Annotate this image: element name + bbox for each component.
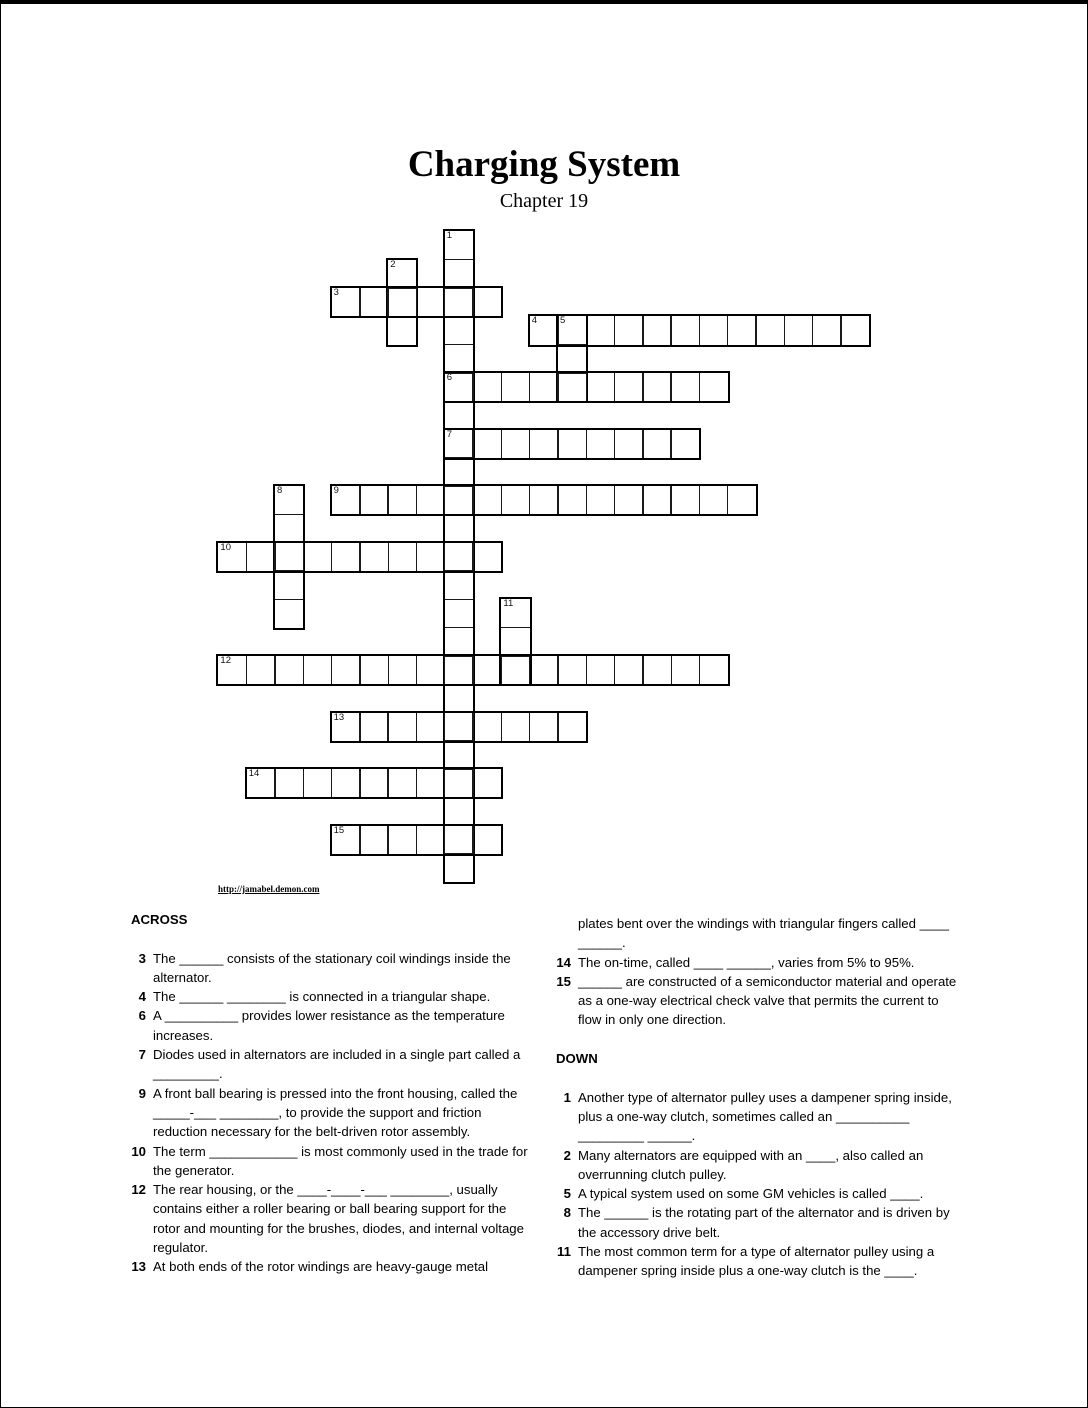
clue-number: 11 (557, 1244, 571, 1260)
cell-divider (670, 316, 671, 344)
cell-divider (387, 826, 388, 854)
clue-2 (550, 1146, 962, 1185)
cell-divider (529, 373, 530, 401)
cell-divider (557, 713, 558, 741)
clue-number: 14 (556, 954, 571, 970)
cell-divider (558, 344, 586, 345)
cell-divider (416, 486, 417, 514)
clue-11 (550, 1242, 962, 1281)
clue-8 (550, 1203, 962, 1242)
cell-divider (275, 514, 303, 515)
cell-divider (557, 430, 558, 458)
cell-divider (303, 543, 304, 571)
clues-column-left (125, 910, 537, 1277)
clue-6 (125, 1006, 537, 1045)
cell-divider (671, 656, 672, 684)
clue-9 (125, 1084, 537, 1142)
cell-divider (274, 543, 275, 571)
clue-text: Diodes used in alternators are included in a single part called a _________. (153, 1047, 521, 1082)
word-12-across (216, 654, 729, 686)
cell-number: 2 (390, 258, 396, 270)
cell-divider (784, 316, 785, 344)
cell-divider (614, 373, 615, 401)
cell-divider (445, 627, 473, 628)
word-3-across (330, 286, 504, 318)
cell-divider (331, 543, 332, 571)
cell-divider (274, 656, 275, 684)
cell-divider (472, 288, 473, 316)
cell-divider (614, 656, 615, 684)
across-heading: ACROSS (131, 912, 188, 927)
footer-url[interactable]: http://jamabel.demon.com (218, 884, 320, 894)
clue-number: 15 (556, 973, 571, 989)
cell-divider (501, 656, 502, 684)
cell-divider (670, 486, 671, 514)
cell-divider (359, 769, 360, 797)
cell-divider (359, 543, 360, 571)
cell-divider (557, 373, 558, 401)
cell-divider (501, 373, 502, 401)
cell-divider (501, 486, 502, 514)
cell-divider (472, 713, 473, 741)
cell-divider (387, 288, 388, 316)
cell-divider (642, 486, 643, 514)
cell-divider (614, 486, 615, 514)
clue-text: The term ____________ is most commonly used in the trade for the generator. (153, 1143, 528, 1178)
cell-divider (444, 543, 445, 571)
word-14-across (245, 767, 504, 799)
page-subtitle: Chapter 19 (499, 190, 589, 212)
word-13-across (330, 711, 589, 743)
cell-divider (472, 373, 473, 401)
cell-divider (246, 543, 247, 571)
clue-text: The ______ consists of the stationary coil windings inside the alternator. (153, 950, 511, 985)
cell-divider (359, 486, 360, 514)
spacer (550, 1068, 962, 1087)
cell-divider (755, 316, 756, 344)
clue-7 (125, 1045, 537, 1084)
clue-text: The most common term for a type of alternator pulley using a dampener spring inside plus a one-way clutch is the ____. (578, 1244, 935, 1279)
cell-divider (275, 599, 303, 600)
cell-divider (557, 486, 558, 514)
cell-number: 14 (248, 768, 260, 780)
word-6-across (443, 371, 730, 403)
clue-14 (550, 953, 962, 972)
cell-divider (444, 288, 445, 316)
cell-divider (586, 373, 587, 401)
cell-divider (444, 826, 445, 854)
clue-number: 12 (131, 1182, 146, 1198)
cell-divider (614, 430, 615, 458)
cell-divider (444, 486, 445, 514)
clue-13-continuation: plates bent over the windings with triangular fingers called ____ ______. (578, 916, 949, 951)
cell-divider (416, 769, 417, 797)
clue-text: The ______ ________ is connected in a triangular shape. (153, 989, 491, 1005)
cell-divider (529, 430, 530, 458)
cell-divider (359, 826, 360, 854)
clue-number: 8 (563, 1205, 571, 1221)
clue-number: 10 (131, 1143, 146, 1159)
word-9-across (330, 484, 759, 516)
cell-divider (501, 627, 529, 628)
cell-divider (416, 826, 417, 854)
cell-divider (586, 656, 587, 684)
cell-divider (699, 316, 700, 344)
clue-12 (125, 1180, 537, 1257)
cell-divider (586, 486, 587, 514)
cell-divider (727, 486, 728, 514)
cell-divider (445, 599, 473, 600)
cell-divider (388, 543, 389, 571)
cell-divider (614, 316, 615, 344)
cell-divider (387, 486, 388, 514)
cell-divider (472, 543, 473, 571)
clue-number: 4 (138, 989, 146, 1005)
spacer (125, 929, 537, 948)
clues-column-right (550, 914, 962, 1281)
cell-divider (445, 344, 473, 345)
cell-divider (331, 769, 332, 797)
cell-divider (642, 430, 643, 458)
cell-divider (445, 259, 473, 260)
cell-divider (387, 769, 388, 797)
cell-divider (670, 373, 671, 401)
cell-divider (472, 656, 473, 684)
cell-number: 10 (220, 541, 231, 553)
cell-number: 13 (333, 711, 345, 723)
clue-number: 3 (138, 950, 146, 966)
cell-divider (529, 656, 530, 684)
cell-divider (642, 316, 643, 344)
cell-number: 9 (333, 485, 339, 497)
cell-divider (699, 373, 700, 401)
cell-number: 6 (446, 371, 453, 383)
cell-divider (557, 656, 558, 684)
cell-divider (529, 713, 530, 741)
clue-text: A __________ provides lower resistance as the temperature increases. (153, 1008, 505, 1043)
clue-15 (550, 972, 962, 1030)
cell-divider (501, 713, 502, 741)
clue-10 (125, 1142, 537, 1181)
cell-divider (274, 769, 275, 797)
clue-number: 13 (131, 1259, 146, 1275)
cell-number: 12 (220, 654, 231, 666)
cell-divider (444, 713, 445, 741)
cell-divider (388, 656, 389, 684)
cell-divider (727, 316, 728, 344)
cell-divider (472, 486, 473, 514)
clue-13 (125, 1257, 537, 1276)
cell-divider (303, 769, 304, 797)
cell-divider (416, 656, 417, 684)
cell-number: 7 (446, 428, 453, 440)
cell-divider (416, 543, 417, 571)
clue-1 (550, 1088, 962, 1146)
cell-number: 5 (560, 315, 566, 327)
clue-number: 9 (138, 1085, 146, 1101)
clue-text: The ______ is the rotating part of the alternator and is driven by the accessory drive belt. (578, 1205, 950, 1240)
cell-number: 3 (333, 287, 339, 298)
cell-divider (699, 486, 700, 514)
cell-divider (416, 713, 417, 741)
cell-divider (642, 656, 643, 684)
down-clue-list (550, 1088, 962, 1281)
word-7-across (443, 428, 702, 460)
cell-divider (472, 769, 473, 797)
clue-number: 6 (138, 1008, 146, 1024)
clue-text: ______ are constructed of a semiconductor material and operate as a one-way electrical check valve that permits the current to flow in only one direction. (578, 973, 957, 1028)
clue-number: 2 (563, 1147, 571, 1163)
clue-number: 7 (138, 1047, 146, 1063)
clue-3 (125, 949, 537, 988)
clue-text: At both ends of the rotor windings are heavy-gauge metal (153, 1259, 489, 1275)
down-heading: DOWN (556, 1051, 598, 1067)
crossword-grid (219, 232, 871, 884)
clue-text: A front ball bearing is pressed into the front housing, called the _____-___ ________, to provide the support and friction reduction necessary for the belt-driven rotor assembly. (153, 1085, 518, 1140)
cell-divider (444, 656, 445, 684)
cell-divider (359, 656, 360, 684)
cell-divider (501, 430, 502, 458)
clue-text: Another type of alternator pulley uses a dampener spring inside, plus a one-way clutch, sometimes called an __________ _________ ______. (578, 1089, 952, 1144)
clue-text: A typical system used on some GM vehicles is called ____. (578, 1186, 924, 1202)
cell-divider (472, 826, 473, 854)
cell-divider (444, 769, 445, 797)
clue-4 (125, 987, 537, 1006)
clue-text: The on-time, called ____ ______, varies from 5% to 95%. (578, 954, 915, 970)
clue-number: 5 (563, 1186, 571, 1202)
cell-divider (642, 373, 643, 401)
cell-number: 8 (277, 485, 283, 497)
clue-5 (550, 1184, 962, 1203)
cell-divider (359, 713, 360, 741)
cell-divider (699, 656, 700, 684)
across-clue-list-continued (550, 953, 962, 1030)
cell-divider (246, 656, 247, 684)
word-10-across (216, 541, 503, 573)
cell-divider (359, 288, 360, 316)
cell-divider (303, 656, 304, 684)
cell-divider (586, 430, 587, 458)
cell-divider (529, 486, 530, 514)
cell-number: 1 (446, 230, 453, 242)
cell-number: 11 (503, 598, 514, 610)
clue-number: 1 (563, 1089, 571, 1105)
page-title: Charging System (407, 144, 681, 185)
cell-divider (472, 430, 473, 458)
cell-divider (670, 430, 671, 458)
across-clue-list (125, 949, 537, 1277)
cell-divider (812, 316, 813, 344)
clue-text: Many alternators are equipped with an ____, also called an overrunning clutch pulley. (578, 1147, 924, 1182)
cell-number: 15 (333, 824, 345, 836)
spacer (550, 1030, 962, 1049)
cell-divider (840, 316, 841, 344)
cell-number: 4 (531, 315, 537, 327)
word-15-across (330, 824, 504, 856)
clue-text: The rear housing, or the ____-____-___ ________, usually contains either a roller bearing or ball bearing support for the rotor and mounting for the brushes, diodes, and internal voltage regulator. (153, 1182, 524, 1256)
cell-divider (331, 656, 332, 684)
cell-divider (416, 288, 417, 316)
cell-divider (387, 713, 388, 741)
